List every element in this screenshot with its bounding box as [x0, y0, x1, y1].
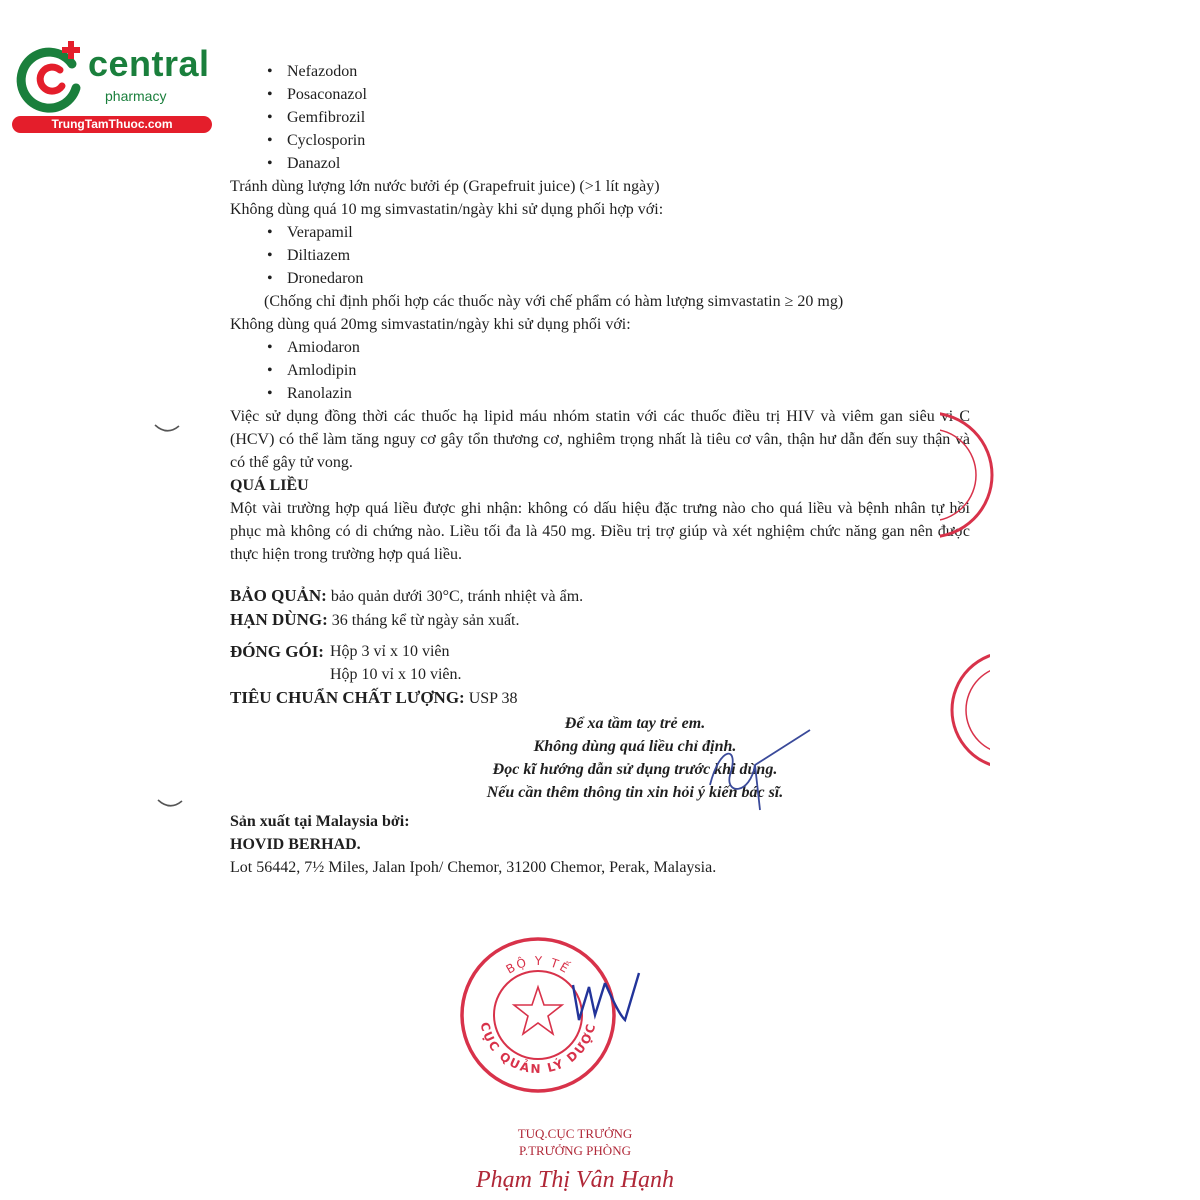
- overdose-paragraph: Một vài trường hợp quá liều được ghi nhận: không có dấu hiệu đặc trưng nào cho quá liều và bệnh nhân tự hồi phục mà không có di chứng nào. Liều tối đa là 450 mg. Điều trị trợ giúp và xét nghiệm chức năng gan nên được thực hiện trong trường hợp quá liều.: [230, 500, 970, 563]
- list-item: • Diltiazem: [230, 244, 970, 267]
- list-item: • Verapamil: [230, 221, 970, 244]
- interaction-list-2: [230, 221, 970, 290]
- limit-20mg-line: Không dùng quá 20mg simvastatin/ngày khi sử dụng phối với:: [230, 316, 631, 333]
- list-item: • Amiodaron: [230, 336, 970, 359]
- hiv-hcv-paragraph: Việc sử dụng đồng thời các thuốc hạ lipid máu nhóm statin với các thuốc điều trị HIV và viêm gan siêu vi C (HCV) có thể làm tăng nguy cơ gây tổn thương cơ, nghiêm trọng nhất là tiêu cơ vân, thận hư dẫn đến suy thận và có thể gây tử vong.: [230, 408, 970, 471]
- expiry-label: HẠN DÙNG:: [230, 610, 328, 629]
- packing-line: Hộp 10 vỉ x 10 viên.: [329, 666, 462, 683]
- manufacturer-label: Sản xuất tại Malaysia bởi:: [230, 813, 410, 830]
- list-item: • Danazol: [230, 152, 970, 175]
- logo-wordmark: central: [88, 43, 210, 84]
- storage-label: BẢO QUẢN:: [230, 586, 327, 605]
- packing-label: ĐÓNG GÓI:: [230, 642, 324, 661]
- margin-mark-icon: [155, 795, 185, 815]
- grapefruit-warning: Tránh dùng lượng lớn nước bưởi ép (Grapefruit juice) (>1 lít ngày): [230, 178, 660, 195]
- warning-line: Đọc kĩ hướng dẫn sử dụng trước khi dùng.: [492, 761, 778, 778]
- expiry-line: [230, 608, 970, 632]
- leaflet-body: [230, 60, 970, 879]
- signature-icon: [565, 965, 645, 1035]
- partial-stamp-icon: [940, 405, 1010, 545]
- storage-line: [230, 584, 970, 608]
- manufacturer-address: Lot 56442, 7½ Miles, Jalan Ipoh/ Chemor, 31200 Chemor, Perak, Malaysia.: [230, 859, 717, 876]
- list-item: • Posaconazol: [230, 83, 970, 106]
- manufacturer-name: HOVID BERHAD.: [230, 836, 361, 853]
- list-item: • Cyclosporin: [230, 129, 970, 152]
- stamp-top-text: BỘ Y TẾ: [503, 953, 573, 977]
- standard-line: [230, 686, 970, 710]
- warnings-block: [230, 712, 970, 804]
- packing-block: [230, 640, 970, 686]
- list-item: • Amlodipin: [230, 359, 970, 382]
- manufacturer-block: [230, 810, 970, 879]
- expiry-value: 36 tháng kể từ ngày sản xuất.: [327, 612, 520, 629]
- standard-label: TIÊU CHUẨN CHẤT LƯỢNG:: [230, 688, 465, 707]
- standard-value: USP 38: [464, 690, 518, 707]
- list-item: • Gemfibrozil: [230, 106, 970, 129]
- svg-text:BỘ Y TẾ: [504, 954, 574, 977]
- margin-mark-icon: [152, 420, 182, 440]
- list-item: • Dronedaron: [230, 267, 970, 290]
- warning-line: Nếu cần thêm thông tin xin hỏi ý kiến bác sĩ.: [486, 784, 784, 801]
- warning-line: Để xa tầm tay trẻ em.: [564, 715, 706, 732]
- contraindication-note: (Chống chỉ định phối hợp các thuốc này với chế phẩm có hàm lượng simvastatin ≥ 20 mg): [264, 293, 844, 310]
- signatory-title-2: P.TRƯỞNG PHÒNG: [519, 1143, 631, 1158]
- limit-10mg-line: Không dùng quá 10 mg simvastatin/ngày khi sử dụng phối hợp với:: [230, 201, 664, 218]
- interaction-list-3: [230, 336, 970, 405]
- warning-line: Không dùng quá liều chỉ định.: [533, 738, 737, 755]
- interaction-list-1: [230, 60, 970, 175]
- list-item: • Nefazodon: [230, 60, 970, 83]
- packing-line: Hộp 3 vỉ x 10 viên: [329, 643, 450, 660]
- central-pharmacy-logo: [10, 38, 215, 138]
- signatory-title-1: TUQ.CỤC TRƯỞNG: [517, 1126, 633, 1141]
- partial-stamp-icon: [920, 650, 990, 770]
- signatory-name: Phạm Thị Vân Hạnh: [476, 1167, 674, 1193]
- signatory-block: [430, 1125, 720, 1194]
- storage-value: bảo quản dưới 30°C, tránh nhiệt và ẩm.: [326, 588, 584, 605]
- stamp-ring-text: CỤC QUẢN LÝ DƯỢC: [477, 1020, 599, 1077]
- overdose-heading: QUÁ LIỀU: [230, 477, 309, 494]
- signature-scribble-icon: [700, 725, 820, 815]
- list-item: • Ranolazin: [230, 382, 970, 405]
- packing-lines: [330, 640, 462, 686]
- logo-website: TrungTamThuoc.com: [12, 116, 212, 133]
- logo-subtitle: pharmacy: [105, 88, 167, 104]
- pharmacy-cross-icon: [10, 38, 90, 118]
